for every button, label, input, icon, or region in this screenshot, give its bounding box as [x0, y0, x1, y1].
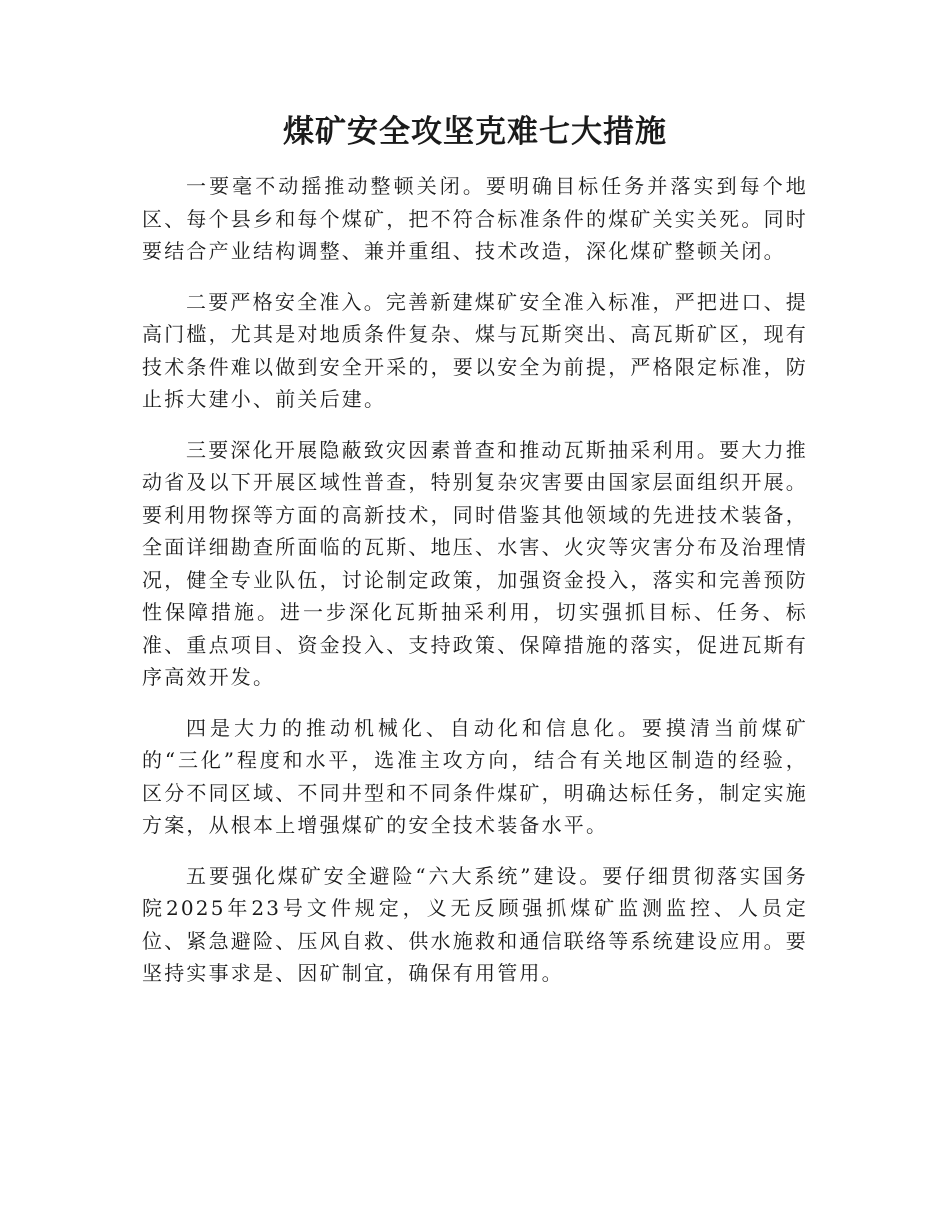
document-title: 煤矿安全攻坚克难七大措施	[283, 114, 667, 150]
paragraph-3: 三要深化开展隐蔽致灾因素普查和推动瓦斯抽采利用。要大力推动省及以下开展区域性普查，特别复杂灾害要由国家层面组织开展。要利用物探等方面的高新技术，同时借鉴其他领域的先进技术装备，全面详细勘查所面临的瓦斯、地压、水害、火灾等灾害分布及治理情况，健全专业队伍，讨论制定政策，加强资金投入，落实和完善预防性保障措施。进一步深化瓦斯抽采利用，切实强抓目标、任务、标准、重点项目、资金投入、支持政策、保障措施的落实，促进瓦斯有序高效开发。	[142, 437, 808, 689]
paragraph-1: 一要毫不动摇推动整顿关闭。要明确目标任务并落实到每个地区、每个县乡和每个煤矿，把不符合标准条件的煤矿关实关死。同时要结合产业结构调整、兼并重组、技术改造，深化煤矿整顿关闭。	[142, 174, 808, 263]
paragraph-2: 二要严格安全准入。完善新建煤矿安全准入标准，严把进口、提高门槛，尤其是对地质条件复杂、煤与瓦斯突出、高瓦斯矿区，现有技术条件难以做到安全开采的，要以安全为前提，严格限定标准，防止拆大建小、前关后建。	[142, 289, 808, 411]
paragraph-4: 四是大力的推动机械化、自动化和信息化。要摸清当前煤矿的“三化”程度和水平，选准主攻方向，结合有关地区制造的经验，区分不同区域、不同井型和不同条件煤矿，明确达标任务，制定实施方案，从根本上增强煤矿的安全技术装备水平。	[142, 715, 808, 837]
paragraph-5: 五要强化煤矿安全避险“六大系统”建设。要仔细贯彻落实国务院2025年23号文件规定，义无反顾强抓煤矿监测监控、人员定位、紧急避险、压风自救、供水施救和通信联络等系统建设应用。要坚持实事求是、因矿制宜，确保有用管用。	[142, 863, 808, 985]
document-body	[142, 170, 808, 1008]
